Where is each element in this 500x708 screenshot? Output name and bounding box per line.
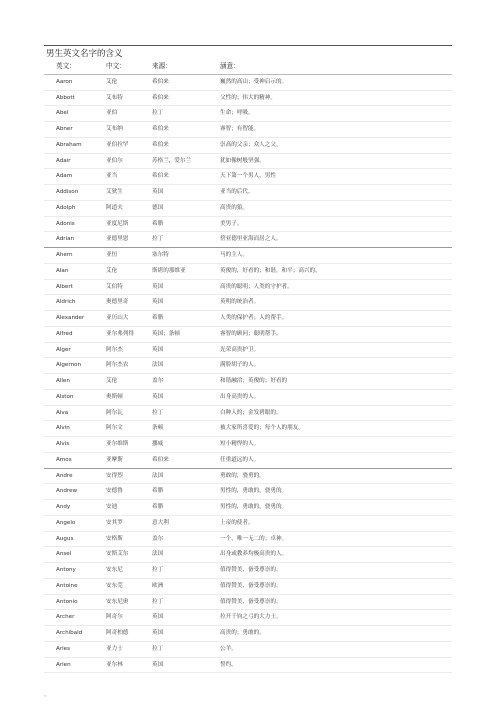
name-english: Adonis: [56, 220, 75, 227]
name-english: Adair: [56, 157, 71, 164]
name-chinese: 安迪: [106, 504, 118, 510]
name-meaning: 父性的；伟大的精神。: [220, 94, 276, 101]
name-origin: 希腊: [152, 504, 164, 510]
name-chinese: 亚恒: [106, 252, 118, 258]
name-meaning: 誓约。: [220, 661, 237, 668]
name-english: Albert: [56, 283, 73, 290]
name-chinese: 艾伦: [106, 378, 118, 384]
names-table: [44, 59, 452, 673]
name-meaning: 巍然的高山；受神启示的。: [220, 78, 288, 85]
name-english: Alan: [56, 267, 69, 274]
name-chinese: 艾伦: [106, 267, 118, 274]
name-chinese: 安其罗: [106, 519, 123, 526]
name-chinese: 阿尔文: [106, 425, 123, 432]
name-english: Amos: [56, 456, 72, 463]
name-english: Arlen: [56, 661, 71, 668]
name-english: Ahern: [56, 252, 73, 258]
name-chinese: 亚摩斯: [106, 456, 123, 463]
table-row: [44, 421, 452, 437]
name-meaning: 美男子。: [220, 220, 243, 227]
name-origin: 英国: [152, 346, 164, 353]
table-row: [44, 200, 452, 216]
name-chinese: 亚德里恩: [106, 236, 129, 243]
name-origin: 盖尔: [152, 535, 164, 542]
name-origin: 挪威: [152, 441, 164, 447]
name-origin: 斯堪的那维亚: [152, 267, 186, 274]
name-origin: 希伯来: [152, 78, 169, 85]
name-origin: 英国: [152, 630, 164, 636]
name-english: Aries: [56, 645, 71, 652]
name-english: Alfred: [56, 330, 73, 337]
name-english: Abbott: [56, 94, 75, 101]
name-chinese: 亚尔林: [106, 661, 123, 668]
document-title: 男生英文名字的含义: [46, 49, 123, 59]
name-origin: 希伯来: [152, 94, 169, 101]
name-english: Ansel: [56, 551, 72, 558]
name-origin: 希伯来: [152, 456, 169, 463]
name-chinese: 亚当: [106, 173, 118, 180]
name-meaning: 值得赞美，备受尊崇的。: [220, 567, 282, 573]
table-row: [44, 342, 452, 358]
table-row: [44, 169, 452, 185]
name-meaning: 白种人的；金发碧眼的。: [220, 409, 282, 416]
name-origin: 拉丁: [152, 236, 164, 243]
name-english: Alger: [56, 346, 71, 353]
name-meaning: 光荣高贵护卫。: [220, 346, 260, 353]
name-origin: 欧洲: [152, 582, 164, 589]
table-row: [44, 106, 452, 122]
name-meaning: 马的主人。: [220, 252, 248, 258]
name-origin: 英国: [152, 393, 164, 400]
table-row: [44, 185, 452, 201]
name-meaning: 任重道远的人。: [220, 456, 260, 463]
name-meaning: 睿智的顾问；聪明帮手。: [220, 330, 282, 337]
table-row: [44, 374, 452, 390]
table-row: [44, 90, 452, 106]
name-meaning: 值得赞美，备受尊崇的。: [220, 598, 282, 605]
table-row: [44, 515, 452, 531]
name-chinese: 亚力士: [106, 645, 123, 652]
name-chinese: 阿奇柏德: [106, 630, 129, 636]
table-row: [44, 295, 452, 311]
name-meaning: 睿智；有智能。: [220, 126, 260, 132]
name-meaning: 一个，唯一无二的；卓神。: [220, 535, 288, 542]
name-english: Addison: [56, 189, 79, 195]
name-origin: 苏格兰，爱尔兰: [152, 157, 192, 164]
name-origin: 拉丁: [152, 567, 164, 573]
name-meaning: 男性的，勇敢的，骁勇的。: [220, 488, 288, 495]
name-chinese: 艾布纳: [106, 126, 123, 132]
name-english: Archibald: [56, 630, 83, 636]
name-english: Alexander: [56, 315, 85, 321]
name-origin: 塞尔特: [152, 252, 169, 258]
name-english: Andy: [56, 504, 71, 510]
table-row: [44, 326, 452, 342]
name-chinese: 亚度尼斯: [106, 220, 129, 227]
name-meaning: 值得赞美，备受尊崇的。: [220, 582, 282, 589]
name-meaning: 天下第一个男人，男性: [220, 173, 276, 180]
name-meaning: 满脸胡子的人。: [220, 362, 260, 369]
name-origin: 拉丁: [152, 598, 164, 605]
table-row: [44, 248, 452, 264]
name-english: Antoine: [56, 582, 78, 589]
table-header-row: [44, 59, 452, 74]
name-origin: 希腊: [152, 315, 164, 321]
name-english: Abel: [56, 110, 69, 117]
name-english: Adam: [56, 173, 73, 180]
name-english: Angelo: [56, 519, 76, 526]
name-chinese: 亚历山大: [106, 315, 129, 321]
name-chinese: 阿尔杰农: [106, 362, 129, 369]
name-chinese: 艾伦: [106, 78, 118, 85]
name-origin: 拉丁: [152, 645, 164, 652]
name-meaning: 人类的保护者；人的帮手。: [220, 315, 288, 321]
table-row: [44, 468, 452, 484]
table-row: [44, 563, 452, 579]
name-english: Aaron: [56, 78, 73, 85]
name-origin: 希腊: [152, 488, 164, 495]
table-row: [44, 122, 452, 138]
name-meaning: 被大家所喜爱的；每个人的朋友。: [220, 425, 304, 432]
name-meaning: 英明的统治者。: [220, 299, 260, 306]
name-origin: 法国: [152, 551, 164, 558]
name-origin: 英国；条顿: [152, 330, 180, 337]
name-origin: 希伯来: [152, 173, 169, 180]
name-meaning: 短小精悍的人。: [220, 441, 260, 447]
page-top-rule: [44, 45, 452, 46]
name-english: Adrian: [56, 236, 75, 243]
table-row: [44, 531, 452, 547]
name-origin: 英国: [152, 283, 164, 290]
name-chinese: 安德鲁: [106, 488, 123, 495]
table-row: [44, 594, 452, 610]
name-chinese: 亚尔维斯: [106, 441, 129, 447]
name-chinese: 安东尼: [106, 567, 123, 573]
name-chinese: 奥斯顿: [106, 393, 123, 400]
name-origin: 条顿: [152, 425, 164, 432]
name-english: Adolph: [56, 204, 76, 211]
name-english: Andre: [56, 472, 73, 479]
name-meaning: 亚当的后代。: [220, 189, 254, 195]
name-meaning: 崇高的父亲；众人之父。: [220, 141, 282, 148]
name-meaning: 男性的，勇敢的，骁勇的。: [220, 504, 288, 510]
name-meaning: 拉开千钧之弓的大力士。: [220, 614, 282, 621]
table-row: [44, 311, 452, 327]
table-row: [44, 279, 452, 295]
name-origin: 希腊: [152, 220, 164, 227]
name-english: Aldrich: [56, 299, 76, 306]
name-english: Archer: [56, 614, 75, 621]
name-english: Alvin: [56, 425, 70, 432]
name-chinese: 安斯艾尔: [106, 551, 129, 558]
name-chinese: 安东尼奥: [106, 598, 129, 605]
name-meaning: 高贵的；勇敢的。: [220, 630, 265, 636]
table-row: [44, 358, 452, 374]
name-chinese: 安东莞: [106, 582, 123, 589]
name-meaning: 高贵的狼。: [220, 204, 248, 211]
name-chinese: 阿尔瓦: [106, 409, 123, 416]
name-origin: 希伯来: [152, 141, 169, 148]
table-row: [44, 452, 452, 468]
name-english: Andrew: [56, 488, 78, 495]
corner-mark: 、: [44, 691, 51, 698]
name-chinese: 艾狄生: [106, 189, 123, 195]
name-meaning: 傍亚德里亚海而居之人。: [220, 236, 282, 243]
name-meaning: 上帝的使者。: [220, 519, 254, 526]
table-row: [44, 216, 452, 232]
name-origin: 英国: [152, 299, 164, 306]
name-chinese: 阿奇尔: [106, 614, 123, 621]
name-meaning: 生命；呼吸。: [220, 110, 254, 117]
name-chinese: 安格斯: [106, 535, 123, 542]
name-meaning: 勇敢的，骁勇的。: [220, 472, 265, 479]
name-chinese: 亚尔弗列得: [106, 330, 134, 337]
name-origin: 拉丁: [152, 110, 164, 117]
name-origin: 拉丁: [152, 409, 164, 416]
name-meaning: 出身或教养均极高贵的人。: [220, 551, 288, 558]
name-origin: 希伯来: [152, 126, 169, 132]
name-origin: 意大利: [152, 519, 169, 526]
name-chinese: 阿尔杰: [106, 346, 123, 353]
header-origin: 来源：: [152, 62, 172, 70]
name-chinese: 阿道夫: [106, 204, 123, 211]
table-row: [44, 578, 452, 594]
name-chinese: 奥德里奇: [106, 299, 129, 306]
name-meaning: 高贵的聪明；人类的守护者。: [220, 283, 293, 290]
name-chinese: 亚伯尔: [106, 157, 123, 164]
table-row: [44, 74, 452, 90]
name-english: Antonio: [56, 598, 78, 605]
name-meaning: 英俊的，好看的；和谐，和平；高兴的。: [220, 267, 321, 274]
name-english: Augus: [56, 535, 74, 542]
table-row: [44, 137, 452, 153]
name-meaning: 公羊。: [220, 645, 237, 652]
table-row: [44, 437, 452, 453]
name-chinese: 艾布特: [106, 94, 123, 101]
name-origin: 英国: [152, 661, 164, 668]
name-chinese: 亚伯: [106, 110, 118, 117]
name-english: Abraham: [56, 141, 82, 148]
name-origin: 英国: [152, 614, 164, 621]
name-chinese: 亚伯拉罕: [106, 141, 129, 148]
table-row: [44, 389, 452, 405]
header-chinese: 中文：: [106, 62, 126, 70]
table-row: [44, 610, 452, 626]
table-row: [44, 484, 452, 500]
name-english: Allen: [56, 378, 70, 384]
name-origin: 盖尔: [152, 378, 164, 384]
table-row: [44, 405, 452, 421]
name-meaning: 和谐融洽；英俊的；好看的: [220, 378, 288, 384]
header-english: 英文：: [56, 62, 76, 70]
table-row: [44, 547, 452, 563]
name-english: Alvis: [56, 441, 70, 447]
table-row: [44, 500, 452, 516]
name-english: Algernon: [56, 362, 82, 369]
table-row: [44, 263, 452, 279]
name-meaning: 出身高贵的人。: [220, 393, 260, 400]
name-meaning: 犹如像树般坚强。: [220, 157, 265, 164]
name-english: Abner: [56, 126, 73, 132]
name-origin: 德国: [152, 204, 164, 211]
table-row: [44, 153, 452, 169]
name-origin: 法国: [152, 362, 164, 369]
name-english: Alston: [56, 393, 74, 400]
name-origin: 英国: [152, 189, 164, 195]
name-english: Antony: [56, 567, 76, 573]
table-row: [44, 657, 452, 673]
header-meaning: 涵意：: [220, 62, 240, 70]
name-chinese: 安得烈: [106, 472, 123, 479]
table-row: [44, 232, 452, 248]
name-origin: 法国: [152, 472, 164, 479]
name-english: Alva: [56, 409, 69, 416]
table-row: [44, 626, 452, 642]
table-row: [44, 641, 452, 657]
name-chinese: 艾伯特: [106, 283, 123, 290]
